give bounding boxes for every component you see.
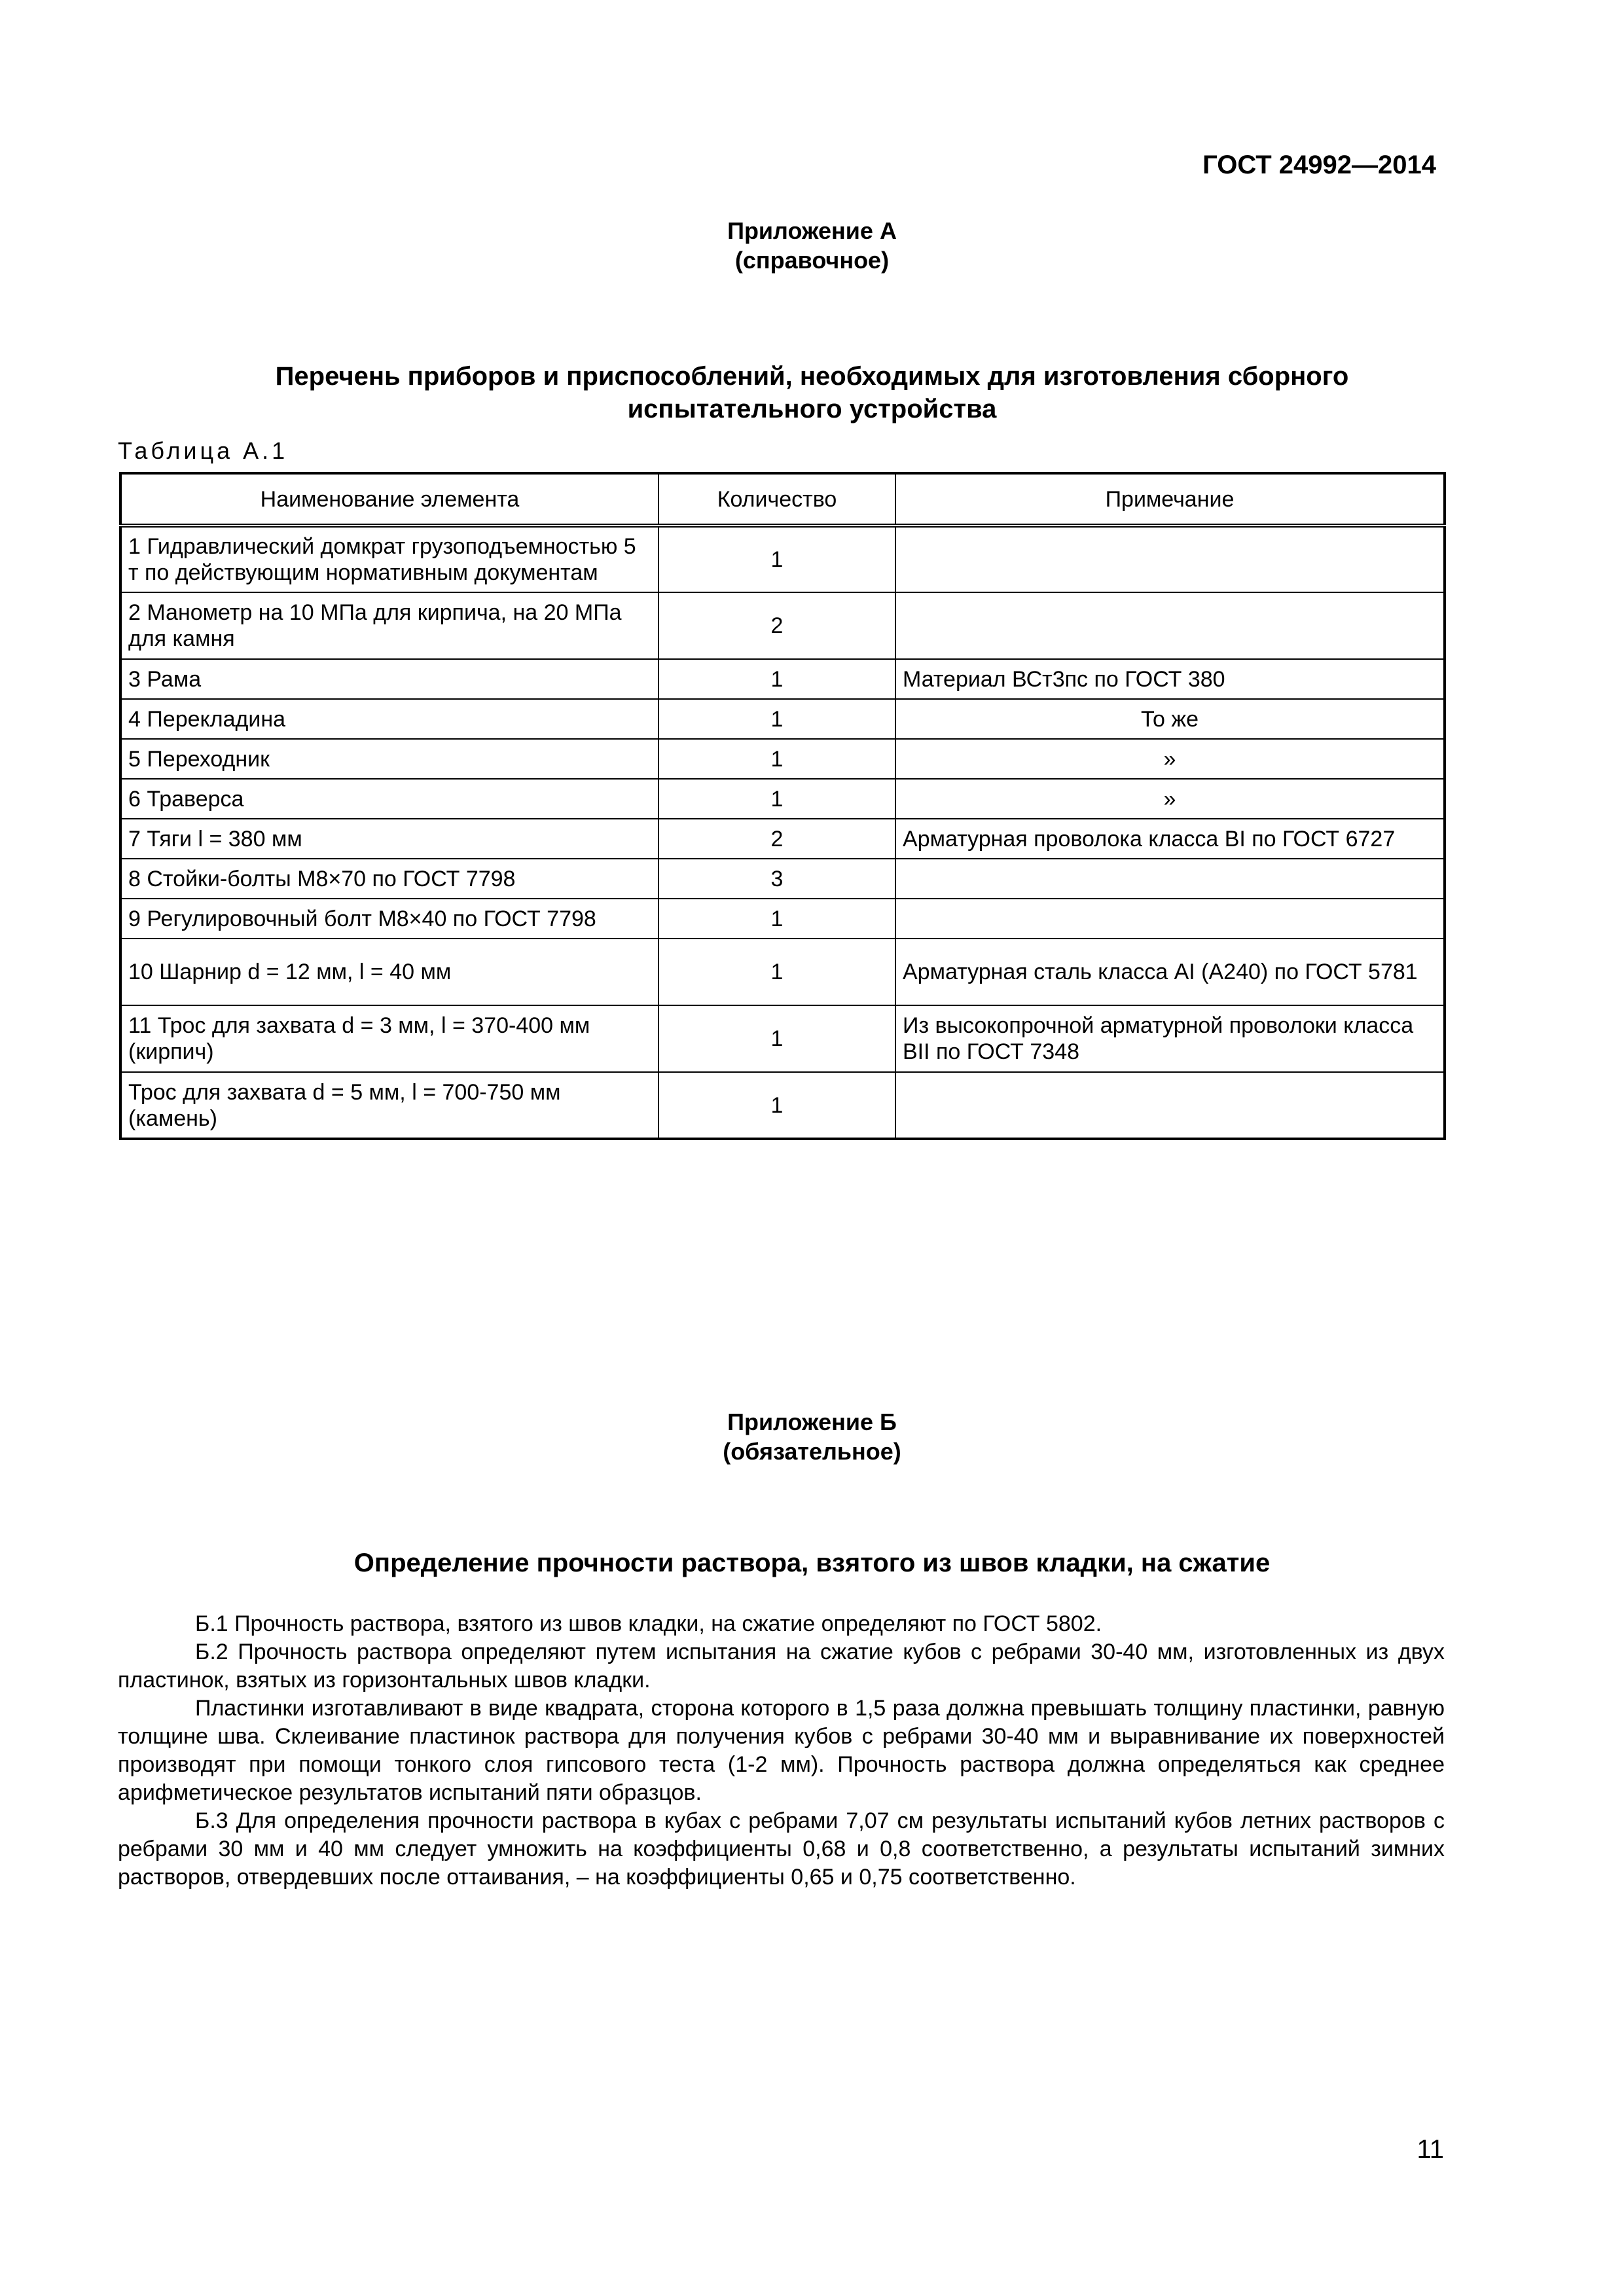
annex-a-subtitle: (справочное) [734,247,890,274]
table-row [120,699,1445,739]
cell-quantity: 2 [659,592,895,659]
cell-name: 9 Регулировочный болт М8×40 по ГОСТ 7798 [120,899,659,939]
header-quantity: Количество [659,473,895,526]
cell-note: Из высокопрочной арматурной проволоки класса BII по ГОСТ 7348 [895,1005,1445,1072]
table-row [120,739,1445,779]
annex-b-body [118,1610,1445,1892]
table-row [120,899,1445,939]
header-note: Примечание [895,473,1445,526]
cell-note: Арматурная проволока класса BI по ГОСТ 6727 [895,819,1445,859]
page-number: 11 [1416,2135,1444,2164]
cell-note: Материал ВСт3пс по ГОСТ 380 [895,659,1445,699]
paragraph-b2-plates: Пластинки изготавливают в виде квадрата, сторона которого в 1,5 раза должна превышать толщину пластинки, равную толщине шва. Склеивание пластинок раствора для получения кубов с ребрами 30-40 мм и выравнивание их поверхностей производят при помощи тонкого слоя гипсового теста (1-2 мм). Прочность раствора должна определяться как среднее арифметическое результатов испытаний пяти образцов. [118,1696,1445,1805]
cell-note [895,899,1445,939]
table-row [120,526,1445,592]
table-row [120,659,1445,699]
cell-name: 10 Шарнир d = 12 мм, l = 40 мм [120,939,659,1005]
cell-name: 5 Переходник [120,739,659,779]
annex-b-subtitle: (обязательное) [723,1438,901,1465]
table-caption: Таблица А.1 [118,437,289,464]
cell-quantity: 1 [659,939,895,1005]
cell-name: 8 Стойки-болты М8×70 по ГОСТ 7798 [120,859,659,899]
cell-quantity: 1 [659,1072,895,1139]
table-row [120,1072,1445,1139]
table-row [120,779,1445,819]
table-row [120,1005,1445,1072]
cell-note: » [895,779,1445,819]
annex-a-title: Приложение А [727,217,897,244]
cell-note: Арматурная сталь класса AI (A240) по ГОСТ 5781 [895,939,1445,1005]
annex-b-heading: Определение прочности раствора, взятого из швов кладки, на сжатие [353,1549,1271,1577]
table-row [120,592,1445,659]
cell-quantity: 1 [659,526,895,592]
cell-name: 11 Трос для захвата d = 3 мм, l = 370-400 мм (кирпич) [120,1005,659,1072]
annex-b-title: Приложение Б [727,1408,897,1435]
cell-name: 7 Тяги l = 380 мм [120,819,659,859]
annex-a-table [119,472,1446,1140]
cell-name: 6 Траверса [120,779,659,819]
cell-note [895,526,1445,592]
cell-note [895,859,1445,899]
cell-name: 1 Гидравлический домкрат грузоподъемностью 5 т по действующим нормативным документам [120,526,659,592]
header-name: Наименование элемента [120,473,659,526]
cell-quantity: 1 [659,899,895,939]
cell-quantity: 2 [659,819,895,859]
cell-name: 2 Манометр на 10 МПа для кирпича, на 20 МПа для камня [120,592,659,659]
cell-name: Трос для захвата d = 5 мм, l = 700-750 мм (камень) [120,1072,659,1139]
table-row [120,939,1445,1005]
cell-note [895,1072,1445,1139]
cell-name: 3 Рама [120,659,659,699]
paragraph-b3: Б.3 Для определения прочности раствора в кубах с ребрами 7,07 см результаты испытаний кубов летних растворов с ребрами 30 мм и 40 мм следует умножить на коэффициенты 0,68 и 0,8 соответственно, а результаты испытаний зимних растворов, отвердевших после оттаивания, – на коэффициенты 0,65 и 0,75 соответственно. [118,1808,1445,1890]
paragraph-b1: Б.1 Прочность раствора, взятого из швов кладки, на сжатие определяют по ГОСТ 5802. [195,1611,1102,1636]
cell-name: 4 Перекладина [120,699,659,739]
paragraph-b2: Б.2 Прочность раствора определяют путем испытания на сжатие кубов с ребрами 30-40 мм, изготовленных из двух пластинок, взятых из горизонтальных швов кладки. [118,1640,1445,1693]
annex-a-heading-line2: испытательного устройства [627,395,997,423]
annex-a-heading-line1: Перечень приборов и приспособлений, необходимых для изготовления сборного [275,362,1349,391]
document-id: ГОСТ 24992—2014 [1202,151,1436,179]
cell-quantity: 3 [659,859,895,899]
cell-quantity: 1 [659,739,895,779]
table-row [120,819,1445,859]
cell-note: » [895,739,1445,779]
cell-quantity: 1 [659,779,895,819]
cell-quantity: 1 [659,1005,895,1072]
cell-note: То же [895,699,1445,739]
table-row [120,859,1445,899]
cell-note [895,592,1445,659]
cell-quantity: 1 [659,659,895,699]
table-header-row [120,473,1445,526]
cell-quantity: 1 [659,699,895,739]
